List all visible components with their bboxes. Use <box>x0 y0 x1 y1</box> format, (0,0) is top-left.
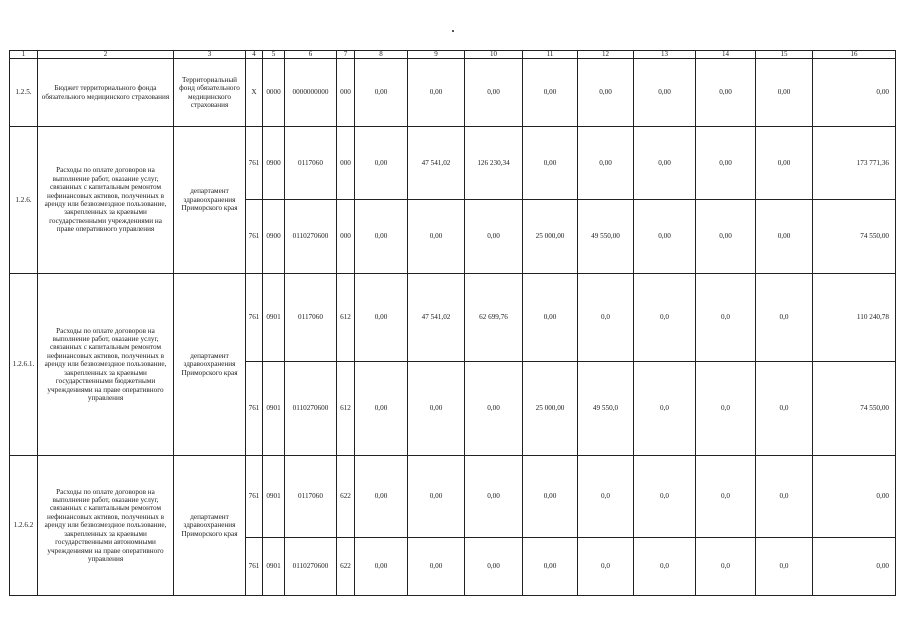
value-cell: 0,00 <box>578 127 634 200</box>
column-header: 8 <box>355 51 408 59</box>
value-cell: 0,00 <box>578 59 634 127</box>
column-header: 14 <box>696 51 756 59</box>
value-cell: 0,00 <box>523 538 578 596</box>
value-cell: 0,00 <box>634 59 696 127</box>
table-row <box>10 59 896 127</box>
value-cell: 0,00 <box>355 538 408 596</box>
value-cell: 126 230,34 <box>465 127 523 200</box>
row-name: Расходы по оплате договоров на выполнение работ, оказание услуг, связанных с капитальным ремонтом нефинансовых активов, полученных в аренду или безвозмездное пользование, закрепленных за краевыми государственными учреждениями на праве оперативного управления <box>38 127 174 274</box>
value-cell: 110 240,78 <box>813 274 896 362</box>
value-cell: 0,0 <box>578 274 634 362</box>
value-cell: 0,00 <box>523 456 578 538</box>
value-cell: 0,00 <box>813 456 896 538</box>
code-cell: 0117060 <box>285 127 337 200</box>
code-cell: 761 <box>246 538 263 596</box>
value-cell: 0,00 <box>355 274 408 362</box>
column-header: 15 <box>756 51 813 59</box>
code-cell: 622 <box>337 456 355 538</box>
value-cell: 0,00 <box>756 127 813 200</box>
value-cell: 0,00 <box>523 274 578 362</box>
code-cell: 0900 <box>263 200 285 274</box>
row-executor: Территориальный фонд обязательного медицинского страхования <box>174 59 246 127</box>
value-cell: 0,00 <box>355 127 408 200</box>
column-header: 13 <box>634 51 696 59</box>
column-header: 5 <box>263 51 285 59</box>
value-cell: 0,0 <box>756 456 813 538</box>
code-cell: 000 <box>337 127 355 200</box>
value-cell: 0,0 <box>634 456 696 538</box>
value-cell: 0,00 <box>465 59 523 127</box>
row-number: 1.2.6.1. <box>10 274 38 456</box>
value-cell: 49 550,00 <box>578 200 634 274</box>
value-cell: 0,00 <box>634 127 696 200</box>
code-cell: 0110270600 <box>285 200 337 274</box>
code-cell: 000 <box>337 200 355 274</box>
table-body <box>10 51 896 596</box>
value-cell: 62 699,76 <box>465 274 523 362</box>
code-cell: 0900 <box>263 127 285 200</box>
value-cell: 0,00 <box>523 59 578 127</box>
value-cell: 0,00 <box>355 59 408 127</box>
value-cell: 74 550,00 <box>813 200 896 274</box>
code-cell: 761 <box>246 274 263 362</box>
code-cell: 000 <box>337 59 355 127</box>
column-header: 3 <box>174 51 246 59</box>
value-cell: 0,00 <box>465 538 523 596</box>
value-cell: 49 550,0 <box>578 362 634 456</box>
code-cell: 0117060 <box>285 456 337 538</box>
value-cell: 0,0 <box>756 538 813 596</box>
value-cell: 0,00 <box>813 538 896 596</box>
code-cell: 761 <box>246 456 263 538</box>
code-cell: 0901 <box>263 538 285 596</box>
row-executor: департамент здравоохранения Приморского края <box>174 127 246 274</box>
table-row <box>10 274 896 362</box>
code-cell: 0000000000 <box>285 59 337 127</box>
row-name: Расходы по оплате договоров на выполнение работ, оказание услуг, связанных с капитальным ремонтом нефинансовых активов, полученных в аренду или безвозмездное пользование, закрепленных за краевыми государственными автономными учреждениями на праве оперативного управления <box>38 456 174 596</box>
value-cell: 0,0 <box>696 456 756 538</box>
code-cell: X <box>246 59 263 127</box>
value-cell: 0,0 <box>696 362 756 456</box>
column-header: 6 <box>285 51 337 59</box>
column-header: 7 <box>337 51 355 59</box>
value-cell: 0,0 <box>634 538 696 596</box>
value-cell: 0,00 <box>465 200 523 274</box>
table-row <box>10 127 896 200</box>
value-cell: 0,00 <box>756 59 813 127</box>
value-cell: 0,0 <box>696 538 756 596</box>
column-header: 1 <box>10 51 38 59</box>
code-cell: 761 <box>246 200 263 274</box>
row-number: 1.2.6.2 <box>10 456 38 596</box>
value-cell: 25 000,00 <box>523 362 578 456</box>
value-cell: 74 550,00 <box>813 362 896 456</box>
value-cell: 0,0 <box>756 274 813 362</box>
value-cell: 0,00 <box>696 59 756 127</box>
value-cell: 0,00 <box>813 59 896 127</box>
value-cell: 0,0 <box>578 538 634 596</box>
code-cell: 0110270600 <box>285 362 337 456</box>
code-cell: 622 <box>337 538 355 596</box>
budget-table <box>9 50 896 596</box>
value-cell: 47 541,02 <box>408 127 465 200</box>
header-row <box>10 51 896 59</box>
value-cell: 0,00 <box>355 362 408 456</box>
row-name: Расходы по оплате договоров на выполнение работ, оказание услуг, связанных с капитальным ремонтом нефинансовых активов, полученных в аренду или безвозмездное пользование, закрепленных за краевыми государственными бюджетными учреждениями на праве оперативного управления <box>38 274 174 456</box>
value-cell: 0,00 <box>408 456 465 538</box>
row-executor: департамент здравоохранения Приморского края <box>174 456 246 596</box>
column-header: 4 <box>246 51 263 59</box>
value-cell: 0,00 <box>408 59 465 127</box>
code-cell: 0901 <box>263 456 285 538</box>
value-cell: 0,00 <box>408 538 465 596</box>
row-number: 1.2.5. <box>10 59 38 127</box>
table-row <box>10 456 896 538</box>
code-cell: 0110270600 <box>285 538 337 596</box>
column-header: 10 <box>465 51 523 59</box>
value-cell: 0,00 <box>408 362 465 456</box>
column-header: 12 <box>578 51 634 59</box>
column-header: 11 <box>523 51 578 59</box>
value-cell: 0,0 <box>634 274 696 362</box>
value-cell: 0,0 <box>578 456 634 538</box>
value-cell: 0,00 <box>355 456 408 538</box>
column-header: 9 <box>408 51 465 59</box>
code-cell: 761 <box>246 127 263 200</box>
value-cell: 47 541,02 <box>408 274 465 362</box>
value-cell: 0,00 <box>355 200 408 274</box>
value-cell: 0,00 <box>756 200 813 274</box>
value-cell: 0,00 <box>523 127 578 200</box>
value-cell: 0,0 <box>634 362 696 456</box>
value-cell: 0,00 <box>696 127 756 200</box>
value-cell: 0,00 <box>465 362 523 456</box>
value-cell: 173 771,36 <box>813 127 896 200</box>
column-header: 16 <box>813 51 896 59</box>
code-cell: 612 <box>337 362 355 456</box>
column-header: 2 <box>38 51 174 59</box>
code-cell: 0117060 <box>285 274 337 362</box>
value-cell: 0,0 <box>696 274 756 362</box>
code-cell: 0901 <box>263 274 285 362</box>
value-cell: 25 000,00 <box>523 200 578 274</box>
row-number: 1.2.6. <box>10 127 38 274</box>
row-executor: департамент здравоохранения Приморского края <box>174 274 246 456</box>
code-cell: 612 <box>337 274 355 362</box>
value-cell: 0,00 <box>408 200 465 274</box>
row-name: Бюджет территориального фонда обязательного медицинского страхования <box>38 59 174 127</box>
code-cell: 761 <box>246 362 263 456</box>
scan-speck <box>452 30 454 32</box>
value-cell: 0,00 <box>696 200 756 274</box>
code-cell: 0901 <box>263 362 285 456</box>
value-cell: 0,0 <box>756 362 813 456</box>
value-cell: 0,00 <box>465 456 523 538</box>
value-cell: 0,00 <box>634 200 696 274</box>
code-cell: 0000 <box>263 59 285 127</box>
